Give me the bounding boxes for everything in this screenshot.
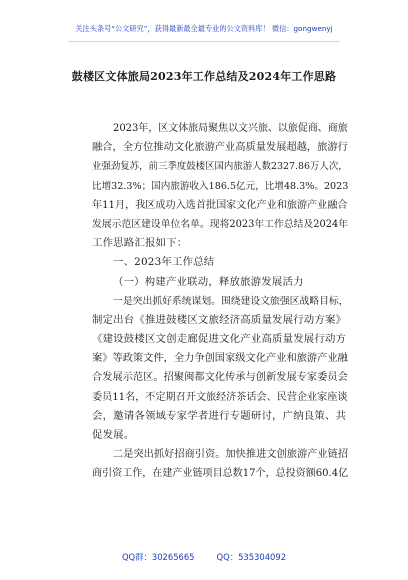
body-line: 业强劲复苏，前三季度鼓楼区国内旅游人数2327.86万人次，	[92, 161, 348, 173]
section-heading: 一、2023年工作总结	[113, 256, 215, 269]
document-body	[92, 119, 348, 484]
footer-qq-group: QQ群：30265665	[121, 552, 195, 562]
body-line: 委员11名，不定期召开文旅经济茶话会、民营企业家座谈	[92, 391, 348, 403]
body-line: 年11月，我区成功入选首批国家文化产业和旅游产业融合	[92, 199, 348, 211]
body-line: 融合，全方位推动文化旅游产业高质量发展超越，旅游行	[92, 141, 348, 154]
footer-qq: QQ：535304092	[216, 552, 287, 562]
body-line: 会，邀请各领域专家学者进行专题研讨，广纳良策、共	[92, 409, 347, 422]
body-line: 合发展示范区。招聚闽都文化传承与创新发展专家委员会	[92, 371, 348, 384]
footer-contact	[0, 551, 408, 563]
body-line: 2023年，区文体旅局聚焦以文兴旅、以旅促商、商旅	[113, 123, 348, 134]
body-line: 一是突出抓好系统谋划。围绕建设文旅强区战略目标，	[113, 295, 349, 307]
header-divider	[68, 41, 340, 42]
body-line: 促发展。	[92, 429, 135, 441]
body-line: 二是突出抓好招商引资。加快推进文创旅游产业链招	[113, 449, 349, 461]
body-line: 制定出台《推进鼓楼区文旅经济高质量发展行动方案》	[92, 313, 347, 326]
header-banner: 关注头条号“公文研究”，获得最新最全最专业的公文资料库！ 微信：gongwenyj	[75, 24, 333, 33]
document-title: 鼓楼区文体旅局2023年工作总结及2024年工作思路	[71, 70, 337, 83]
subsection-heading: （一）构建产业联动，释放旅游发展活力	[113, 275, 304, 288]
body-line: 商引资工作，在建产业链项目总数17个，总投资额60.4亿	[92, 468, 349, 480]
body-line: 比增32.3%；国内旅游收入186.5亿元，比增48.3%。2023	[92, 180, 349, 192]
body-line: 《建设鼓楼区文创走廊促进文化产业高质量发展行动方	[92, 333, 347, 346]
body-line: 案》等政策文件，全力争创国家级文化产业和旅游产业融	[92, 352, 348, 365]
body-line: 发展示范区建设单位名单。现将2023年工作总结及2024年	[92, 218, 349, 230]
body-line: 工作思路汇报如下：	[92, 237, 188, 250]
